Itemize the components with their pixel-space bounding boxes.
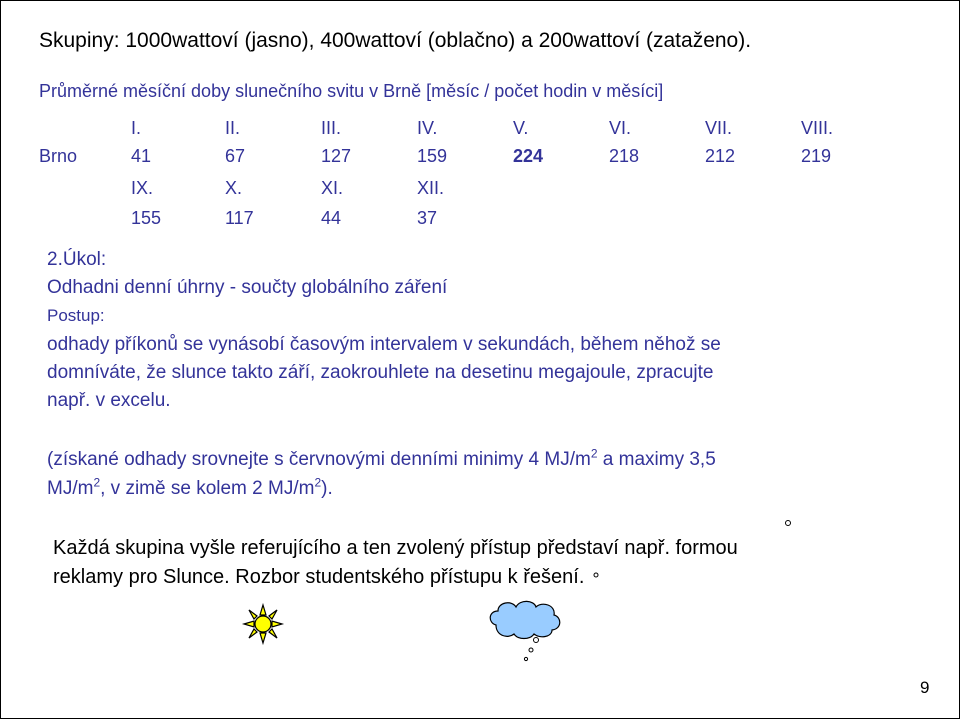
hours-cell: 155 (131, 208, 162, 228)
hours-cell: 117 (225, 208, 254, 228)
hours-cell: 127 (321, 146, 352, 166)
hours-cell: 37 (417, 208, 438, 228)
compare-text: (získané odhady srovnejte s červnovými denními minimy 4 MJ/m (47, 449, 591, 470)
thought-dot-icon (592, 571, 602, 581)
month-cell: XI. (321, 178, 344, 198)
cloud-icon (486, 599, 566, 669)
month-cell: I. (131, 118, 142, 138)
hours-cell: 212 (705, 146, 736, 166)
month-cell: VII. (705, 118, 733, 138)
task-line: např. v excelu. (47, 390, 171, 411)
hours-cell: 67 (225, 146, 246, 166)
task-line: odhady příkonů se vynásobí časovým intervalem v sekundách, během něhož se (47, 334, 721, 355)
superscript: 2 (93, 475, 101, 490)
postup-label: Postup: (47, 306, 105, 325)
closing-line: Každá skupina vyšle referujícího a ten zvolený přístup představí např. formou (53, 537, 738, 559)
hours-cell: 159 (417, 146, 448, 166)
hours-cell: 218 (609, 146, 640, 166)
month-cell: III. (321, 118, 342, 138)
month-cell: VIII. (801, 118, 834, 138)
closing-line: reklamy pro Slunce. Rozbor studentského přístupu k řešení. (53, 566, 585, 588)
task-heading: Odhadni denní úhrny - součty globálního záření (47, 277, 448, 298)
hours-cell: 219 (801, 146, 832, 166)
superscript: 2 (590, 446, 598, 461)
compare-line (47, 446, 716, 473)
superscript: 2 (314, 475, 322, 490)
thought-dot-icon (784, 519, 794, 529)
city-label: Brno (39, 146, 78, 166)
compare-text: , v zimě se kolem 2 MJ/m (100, 478, 315, 499)
compare-text: MJ/m (47, 478, 94, 499)
table-caption: Průměrné měsíční doby slunečního svitu v Brně [měsíc / počet hodin v měsíci] (39, 81, 664, 101)
task-line: domníváte, že slunce takto září, zaokrouhlete na desetinu megajoule, zpracujte (47, 362, 714, 383)
sun-icon (244, 605, 284, 645)
month-cell: X. (225, 178, 243, 198)
month-cell: IV. (417, 118, 438, 138)
hours-cell: 41 (131, 146, 152, 166)
compare-text: ). (321, 478, 333, 499)
page-number: 9 (920, 678, 930, 697)
month-cell: II. (225, 118, 241, 138)
slide-title: Skupiny: 1000wattoví (jasno), 400wattoví (oblačno) a 200wattoví (zataženo). (39, 29, 752, 52)
hours-cell: 44 (321, 208, 342, 228)
task-label: 2.Úkol: (47, 249, 107, 270)
month-cell: VI. (609, 118, 632, 138)
month-cell: IX. (131, 178, 154, 198)
hours-cell-max: 224 (513, 146, 544, 166)
compare-text: a maximy 3,5 (597, 449, 716, 470)
month-cell: XII. (417, 178, 445, 198)
month-cell: V. (513, 118, 529, 138)
compare-line (47, 475, 333, 502)
